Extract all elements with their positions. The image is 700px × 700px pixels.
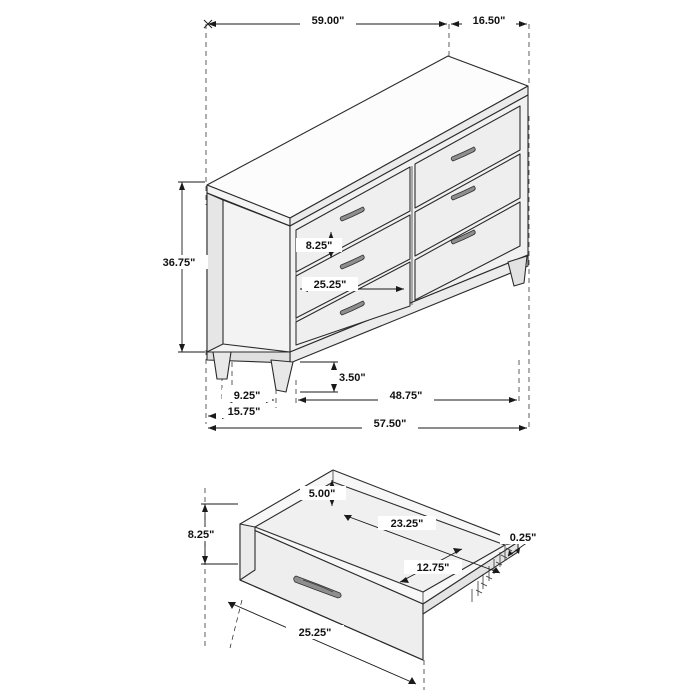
- dim-label-025: 0.25": [509, 532, 537, 544]
- dim-label-2525: 25.25": [313, 279, 347, 291]
- dim-label-825: 8.25": [305, 240, 333, 252]
- dim-label-925: 9.25": [233, 390, 261, 402]
- dim-label-2325: 23.25": [390, 518, 424, 530]
- dresser-body: [207, 56, 528, 392]
- dim-label-500: 5.00": [308, 488, 336, 500]
- dresser-view: [152, 13, 529, 431]
- drawer-view: [178, 470, 546, 690]
- dim-label-5750: 57.50": [373, 418, 407, 430]
- dim-label-3675: 36.75": [162, 257, 196, 269]
- dim-height-3675: [152, 182, 208, 352]
- dim-overall-width-59: [204, 13, 447, 28]
- dim-depth-1650: [451, 13, 527, 27]
- drawer-box: [240, 470, 518, 660]
- dim-inner-width-4875: [298, 388, 517, 403]
- dim-label-drawer-2525: 25.25": [298, 627, 332, 639]
- dim-label-1575: 15.75": [227, 406, 261, 418]
- dim-label-59: 59.00": [311, 15, 345, 27]
- dim-label-drawer-825: 8.25": [187, 529, 215, 541]
- dim-label-350: 3.50": [339, 372, 366, 384]
- dim-exterior-height-825: [178, 504, 238, 564]
- dim-base-offset-1575: [208, 404, 272, 419]
- dim-label-1275: 12.75": [416, 562, 450, 574]
- dim-case-width-5750: [208, 416, 527, 431]
- dim-leg-height-350: [300, 362, 366, 392]
- dim-leg-offset-925: [222, 388, 274, 403]
- dim-label-4875: 48.75": [389, 390, 423, 402]
- dim-label-1650: 16.50": [472, 15, 506, 27]
